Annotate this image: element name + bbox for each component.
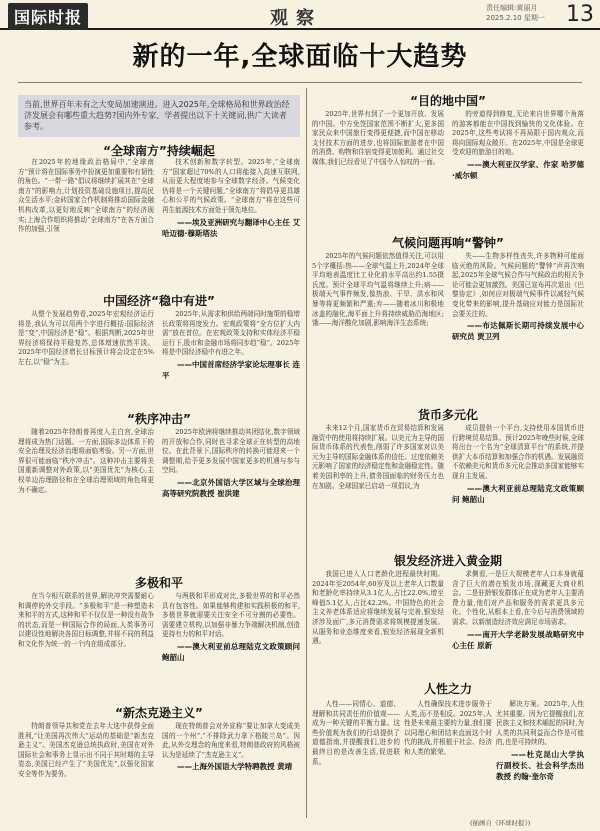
article-title: “秩序冲击” [127,412,191,426]
article-body: 失——生物多样性丧失,许多物种可能面临灭绝的风险。气候问题的“警钟”声再次响起,2025年全球气候合作与气候政治的相关争论可能会更加激烈。美国已宣布再次退出《巴黎协定》,如何应对极端气候事件以减轻气候变化带来的影响,提升基础应对能力是国际社会要关注的。 ——布达佩斯长期可持续发展中心研究员 贾卫列 [452,252,584,342]
article-body: 技术创新和数字转型。2025年,“全球南方”国家超过70%的人口将能接入高速互联网,从而更大程度地参与全球数字经济。气候变化仍将是一个关键问题,“全球南方”将倡导更具雄心和公平的气候政策。“全球南方”将在这些可再生能源技术方面处于领先地位。 ——埃及亚洲研究与翻译中心主任 艾哈迈德·穆斯塔法 [162,158,300,238]
article-author: ——澳大利亚前总理陆克文政策顾问 鲍韶山 [452,483,584,504]
article-author: ——南开大学老龄发展战略研究中心主任 原新 [452,629,584,650]
article-body: 成员提供一个平台,支持使用本国货币进行跨境贸易结算。预计2025年晚些时候,全球将出台一个名为“全球清算平台”的系统,并提供扩大本币结算和加强合作的机遇。发展融资不依赖美元和货币多元化会推动多国家能够实现自主发展。 ——澳大利亚前总理陆克文政策顾问 鲍韶山 [452,424,584,504]
article-body: 与两极和平形成对比,多极世界的和平必然具有包容性。如果能够构建和实践积极的和平,多极世界就需要关注安全不可分割的必要性。需要建立机构,以加强非暴力争端解决机制,创造更持有力的和平对话。 ——澳大利亚前总理陆克文政策顾问 鲍韶山 [162,592,300,662]
article-body: 求侧看,一是巨大规模老年人口本身就蕴含了巨大的潜在银发市场,深藏更大商业机会。二是驻龄银发群体正在成为老年人主要消费力量,他们对产品和服务的需求更具多元化、个性化,从根本上看,在今后与消费领域的需求。以新制造经济效应满足市场需求。 ——南开大学老龄发展战略研究中心主任 原新 [452,570,584,650]
page-number: 13 [566,2,594,27]
article-body: 的旁道得到修复,无论来自世界哪个角落的游客都能在中国找到愉快的文化体验。在2025年,这些考试将不再局限于国内观众,而将向国际观众敞开。在2025年,中国是全球更受欢迎的旅游目的地。 ——澳大利亚汉学家、作家 哈罗德·威尔顿 [452,110,584,180]
article-author: ——杜克昆山大学执行副校长、社会科学杰出教授 约翰·奎尔奇 [496,749,584,781]
article-author: ——澳大利亚前总理陆克文政策顾问 鲍韶山 [162,641,300,662]
article-body: 从整个发展趋势看,2025年宏观经济运行将是,我认为可以用两个字进行概括:国际经济是“变”,中国经济是“稳”。根据判断,2025年世界经济将保持平稳复苏,总体增速依然平淡。2025年中国经济增长目标预计将会设定在5%左右,以“稳”为主。 [18,310,154,366]
lead-paragraph: 当前,世界百年未有之大变局加速演进。进入2025年,全球格局和世界政治经济发展会有哪些重大趋势?国内外专家、学者提出以下十关键词,供广大读者参考。 [18,95,300,137]
article-author: ——中国首席经济学家论坛理事长 连平 [162,359,300,380]
article-body: 人性确保技术进步服务于人类,而不是相反。2025年,人性是未来最主要的力量,我们要以同理心和团结来直面这个时代的挑战,并根植于社会、经济和人类的繁荣。 [404,700,492,756]
article-body: 2025年的气候问题依然值得关注,可以用5个字概括:热——全球气温上升,2024年全球平均地表温度比工业化前水平高出约1.55摄氏度。预计全球平均气温将继续上升;病——极端天气事件频发,像热浪、干旱、洪水和风暴等将更频繁和严重;弃——随着冰川和极地冰盖的融化,海平面上升将持续威胁沿海地区;饿——海洋酸化加剧,影响海洋生态系统; [312,252,444,328]
page-headline: 新的一年,全球面临十大趋势 [132,42,468,72]
article-body: 在2025年的地缘政治格局中,“全球南方”预计将在国际事务中扮演更加重要和有韧性的角色。“一带一路”倡议将继续扩展其在“全球南方”的影响力,计划投资基础设施项目,提高民众生活水平;金砖国家合作机制将推动国际金融机构改革,以更好地反映“全球南方”的经济现实;上海合作组织将推动“全球南方”在各方面合作的加强,引领 [18,158,154,234]
article-title: “目的地中国” [410,94,486,108]
article-title: “全球南方”持续崛起 [103,144,215,158]
article-body: 人性——同情心、道德、理解和共同责任的价值观——成为一种关键的平衡力量。这些价值观为我们的行动提供了道德指南,并提醒我们,进步的最终目的是改善生活,促进联系。 [312,700,400,766]
article-body: 特朗普领导共和党在去年大选中获得全面胜利,“让美国再次伟大”运动的基础是“新杰克逊主义”。美国杰克逊总统执政时,美国在对外国际社会和事务上显示出不同于其时期的主导姿态,美国已经产生了“美国优先”,以强化国家安全等作为要务。 [18,722,154,778]
article-author: ——北京外国语大学区域与全球治理高等研究院教授 崔洪建 [162,477,300,498]
article-author: ——澳大利亚汉学家、作家 哈罗德·威尔顿 [452,159,584,180]
editor-credit: 责任编辑:黄丽月 [486,4,538,12]
issue-meta [486,3,545,23]
masthead [0,0,600,30]
article-title: 多极和平 [134,576,183,590]
article-title: “新杰克逊主义” [115,706,203,720]
article-body: 2025年,从需求和供给两端同时施策的稳增长政策将再度发力。宏观政策将“全方位扩大内需”放在首位。在宏观政策支持和实体经济平稳运行下,股市和金融市场将同步趋“稳”。2025年将是中国经济稳中有进之年。 ——中国首席经济学家论坛理事长 连平 [162,310,300,380]
article-body: 解决方案。2025年,人性尤其重要。因为它提醒我们,在民族主义和技术崛起的同时,为人类的共同利益而合作是可能的,也是可持续的。 ——杜克昆山大学执行副校长、社会科学杰出教授 约翰·奎尔奇 [496,700,584,781]
image-credit: (插画自《环球时报》) [470,819,531,827]
article-body: 我国已进入人口老龄化进程最快时期。2024年至2054年,60岁及以上老年人口数量和老龄化率持续从3.1亿人,占比22.0%,增至峰值5.1亿人,占比42.2%。中国特色的社会主义养老体系适应将继续发展与完善,银发经济涉及面广,多元消费需求将规模提速发展。从服务和业态维度来看,银发经济展现全新机遇。 [312,570,444,646]
article-title: 货币多元化 [417,408,478,422]
article-author: ——埃及亚洲研究与翻译中心主任 艾哈迈德·穆斯塔法 [162,217,300,238]
article-body: 在当今相互联系的世界,解决冲突需要耐心和调停的外交手段。“多极和平”是一种塑造未来和平的方式,这种和平不仅仅是一种没有战争的状态,而是一种国际合作的局面,人类事务可以建设性地解决各国目标调整,并将不同的利益和文化作为统一的一个内在组成部分。 [18,592,154,648]
article-title: 中国经济“稳中有进” [103,294,215,308]
newspaper-logo: 国际时报 [8,3,88,30]
section-title: 观察 [270,8,322,29]
article-title: 气候问题再响“警钟” [392,236,504,250]
column-divider [306,88,307,818]
headline-divider [18,82,582,83]
issue-date: 2025.2.10 星期一 [486,14,545,22]
article-body: 现在特朗普会对外宣称“要让加拿大变成美国的一个州”,“不排除武力拿下格陵兰岛”。因此,从外交理念的角度来看,特朗普政府的风格被认为是延续了“杰克逊主义”。 ——上海外国语大学特聘教授 黄靖 [162,722,300,772]
article-body: 2025年,世界有到了一个更加开放、发展的中国。中方免签国家范围不断扩大,更多国家民众来中国旅行变得更便捷,而中国在移动支付技术方面的进步,也将国际旅游者在中国的消费、购物和住宿变得更加便利。通过社交媒体,我们已经看见了中国令人惊叹的一面。 [312,110,444,166]
article-title: 银发经济进入黄金期 [393,554,502,568]
article-body: 2025年欧洲将继续推动其团结化,数字领域的开放和合作,同时也寻求全球正在转型的高地位。在此背景下,国际秩序的转换可能迎来一个调整期,给予更多发展中国家更多的机遇与参与空间。 ——北京外国语大学区域与全球治理高等研究院教授 崔洪建 [162,428,300,498]
article-body: 未来12个月,国家货币在贸易结算和发展融资中的使用将持续扩展。以美元为主导的国际货币体系的代表性,削弱了许多国家对以美元为主导的国际金融体系的信任。过度依赖美元影响了国家的经济稳定性和金融稳定性。随着美国利率的上升,债务国面临的财务压力也在加剧。全球国家已启动一项倡议,为 [312,424,444,490]
article-title: 人性之力 [423,682,472,696]
article-author: ——上海外国语大学特聘教授 黄靖 [177,762,293,772]
article-author: ——布达佩斯长期可持续发展中心研究员 贾卫列 [452,321,584,342]
article-body: 随着2025年特朗普再度入主白宫,全球治理将成为热门话题。一方面,国际多边体系下的安全治理及经济治理将面临考验。另一方面,世界很可能面临“秩序冲击”。这种冲击主要将美国重新调整对外政策,以“美国优先”为核心,主权单边治理路径和在全球治理领域的角色将更为不确定。 [18,428,154,494]
